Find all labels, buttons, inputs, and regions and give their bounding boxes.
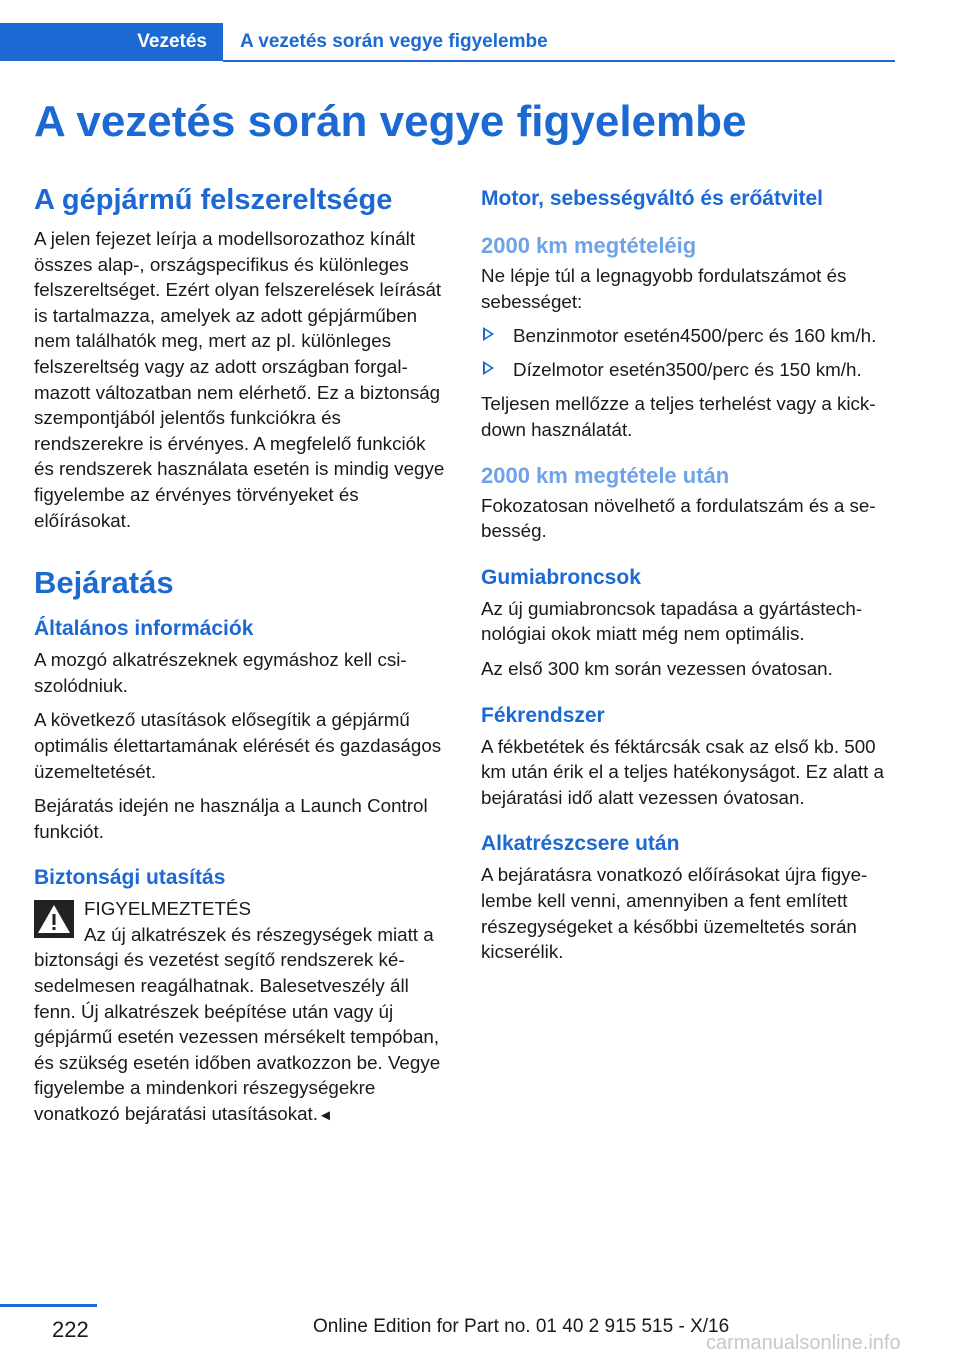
tires-heading: Gumiabroncsok bbox=[481, 565, 641, 589]
general-paragraph-3: Bejáratás idején ne használja a Launch Control funkciót. bbox=[34, 795, 428, 842]
running-header bbox=[0, 23, 895, 61]
triangle-bullet-icon bbox=[483, 361, 494, 375]
end-marker: ◄ bbox=[317, 1107, 333, 1125]
header-rule bbox=[223, 60, 895, 62]
general-paragraph-1: A mozgó alkatrészeknek egymáshoz kell csiszolódniuk. bbox=[34, 649, 407, 696]
general-info-heading: Általános információk bbox=[34, 617, 254, 641]
equipment-text: A jelen fejezet leírja a modellsorozathoz kínált összes alap-, országspecifikus és különleges felszereltséget. Ezért olyan felszerelések leírását is tartalmazza, amelyek az adott gépjárműben nem találhatók meg, mert az pl. különleges felszereltség vagy az adott országban forgalmazott változatban nem elérhető. Ez a biztonság szempontjából jelentős funkciókra és rendszerekre is érvényes. A megfelelő funkciók és rendszerek használata esetén is mindig vegye figyelembe az érvényes törvényeket és előírásokat. bbox=[34, 228, 445, 531]
list-item bbox=[481, 323, 895, 349]
running-header-title: A vezetés során vegye figyelembe bbox=[240, 31, 548, 52]
footer-rule bbox=[0, 1304, 97, 1307]
edition-note: Online Edition for Part no. 01 40 2 915 515 - X/16 bbox=[313, 1316, 730, 1337]
watermark: carmanualsonline.info bbox=[706, 1332, 901, 1354]
left-column bbox=[34, 180, 450, 1129]
until-2000-after: Teljesen mellőzze a teljes terhelést vagy a kick-down használatát. bbox=[481, 393, 876, 440]
parts-replacement-heading: Alkatrészcsere után bbox=[481, 832, 680, 856]
brakes-text: A fékbetétek és féktárcsák csak az első kb. 500 km után érik el a teljes hatékonyságot. Ez alatt a bejáratási idő alatt vezessen óvatosan. bbox=[481, 735, 884, 808]
right-column bbox=[481, 180, 895, 974]
warning-label: FIGYELMEZTETÉS bbox=[84, 898, 251, 920]
tires-paragraph-1: Az új gumiabroncsok tapadása a gyártástechnológiai okok miatt még nem optimális. bbox=[481, 597, 863, 645]
after-2000-heading: 2000 km megtétele után bbox=[481, 462, 730, 488]
brakes-heading: Fékrendszer bbox=[481, 703, 605, 727]
warning-triangle-icon bbox=[34, 900, 74, 938]
engine-heading: Motor, sebességváltó és erőátvitel bbox=[481, 187, 823, 210]
until-2000-text: Ne lépje túl a legnagyobb fordulatszámot és sebességet: bbox=[481, 265, 847, 312]
parts-replacement-text: A bejáratásra vonatkozó előírásokat újra figyelembe kell venni, amennyiben a fent említett részegységeket a későbbi üzemeltetés során kicserélik. bbox=[481, 864, 868, 963]
list-item bbox=[481, 357, 895, 383]
page-title: A vezetés során vegye figyelembe bbox=[34, 97, 747, 146]
tires-paragraph-2: Az első 300 km során vezessen óvatosan. bbox=[481, 657, 833, 679]
general-paragraph-2: A következő utasítások elősegítik a gépjármű optimális élettartamának elérését és gazdaságos üzemeltetését. bbox=[34, 709, 442, 782]
until-2000-heading: 2000 km megtételéig bbox=[481, 233, 697, 258]
after-2000-text: Fokozatosan növelhető a fordulatszám és a sebesség. bbox=[481, 494, 876, 542]
warning-text: Az új alkatrészek és részegységek miatt a biztonsági és vezetést segítő rendszerek késedelmesen reagálhatnak. Balesetveszély áll fenn. Új alkatrészek beépítése után vagy új gépjármű esetén vezessen mérsékelt tempóban, és szükség esetén időben avatkozzon be. Vegye figyelembe a mindenkori részegységekre vonatkozó bejáratási utasításokat. bbox=[34, 923, 441, 1125]
list-item-text: Benzinmotor esetén4500/perc és 160 km/h. bbox=[513, 325, 877, 347]
list-item-text: Dízelmotor esetén3500/perc és 150 km/h. bbox=[513, 358, 862, 380]
equipment-heading: A gépjármű felszereltsége bbox=[34, 184, 393, 216]
safety-heading: Biztonsági utasítás bbox=[34, 866, 226, 890]
section-tab: Vezetés bbox=[0, 23, 223, 61]
breakin-heading: Bejáratás bbox=[34, 565, 174, 601]
triangle-bullet-icon bbox=[483, 327, 494, 341]
speed-limit-list bbox=[481, 323, 895, 382]
page-number: 222 bbox=[52, 1317, 89, 1342]
warning-block bbox=[34, 896, 450, 1128]
